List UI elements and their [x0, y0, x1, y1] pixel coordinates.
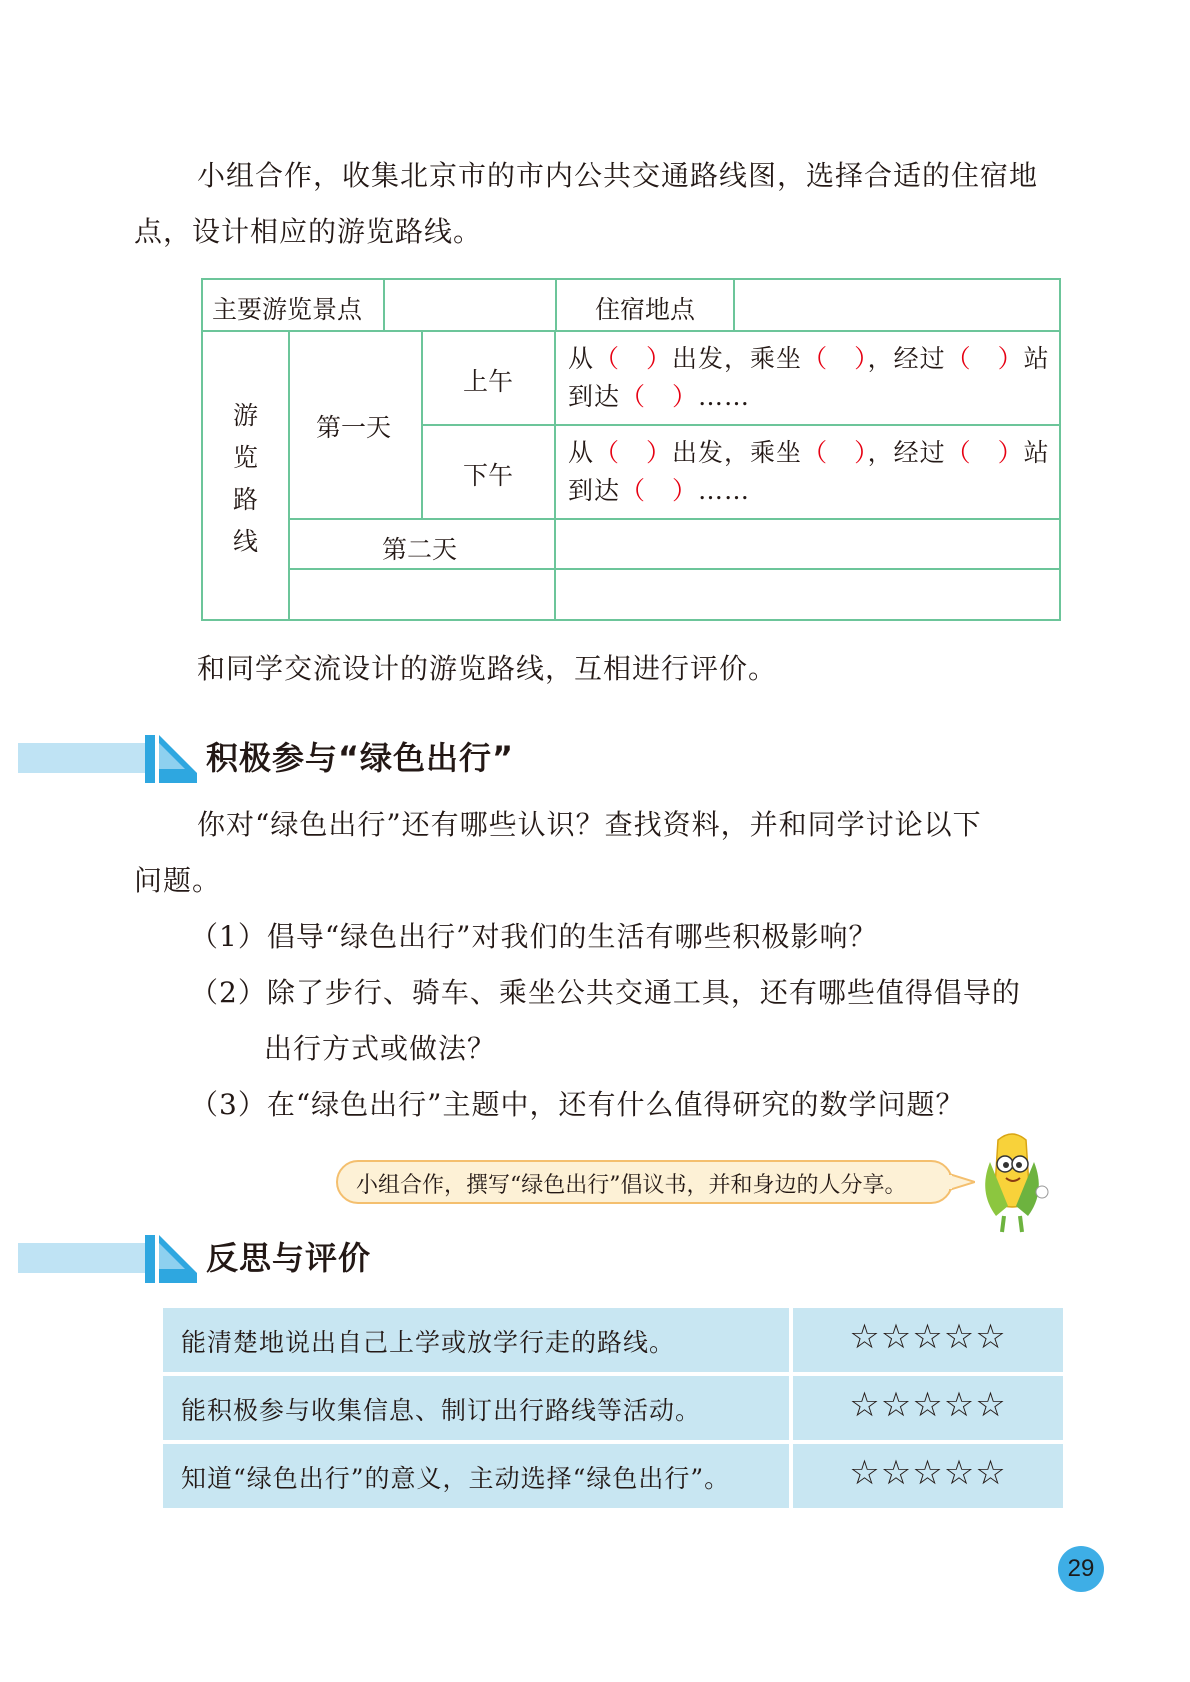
question-1 — [190, 909, 877, 965]
afternoon-cell — [423, 426, 556, 520]
eval-row — [163, 1308, 1063, 1372]
section-green-title: 积极参与“绿色出行” — [206, 739, 515, 777]
section-green-bar — [18, 743, 145, 773]
morning-cell — [423, 332, 556, 426]
eval-criterion-text: 能积极参与收集信息、制订出行路线等活动。 — [181, 1396, 702, 1425]
route-label-char-4: 线 — [233, 527, 259, 556]
day-one-label: 第一天 — [316, 413, 392, 442]
question-2-text: 除了步行、骑车、乘坐公共交通工具，还有哪些值得倡导的 — [266, 976, 1021, 1009]
eval-row — [163, 1376, 1063, 1440]
morning-label: 上午 — [463, 367, 514, 396]
section-arrow-icon — [145, 735, 197, 783]
section-reflect-title: 反思与评价 — [206, 1239, 372, 1277]
eval-rating-cell[interactable] — [793, 1376, 1063, 1440]
star-rating[interactable]: ☆☆☆☆☆ — [849, 1317, 1007, 1357]
main-spots-label: 主要游览景点 — [212, 295, 363, 324]
extra-day-cell[interactable] — [290, 570, 556, 619]
day-two-label: 第二天 — [382, 535, 458, 564]
speech-bubble-text: 小组合作，撰写“绿色出行”倡议书，并和身边的人分享。 — [356, 1173, 907, 1198]
section-arrow-icon — [145, 1235, 197, 1283]
eval-rating-cell[interactable] — [793, 1444, 1063, 1508]
question-3-number: （3） — [190, 1088, 267, 1121]
morning-fill-line-1: 从（ ）出发，乘坐（ ），经过（ ）站 — [568, 344, 1050, 373]
question-2 — [190, 965, 1021, 1021]
green-intro-line-1: 你对“绿色出行”还有哪些认识？查找资料，并和同学讨论以下 — [197, 808, 982, 841]
lodging-input[interactable] — [735, 280, 1059, 332]
speech-bubble — [336, 1160, 953, 1204]
main-spots-input[interactable] — [385, 280, 557, 332]
afternoon-fill-line-1: 从（ ）出发，乘坐（ ），经过（ ）站 — [568, 438, 1050, 467]
eval-row — [163, 1444, 1063, 1508]
main-spots-label-cell — [203, 280, 385, 332]
star-rating[interactable]: ☆☆☆☆☆ — [849, 1453, 1007, 1493]
question-2-number: （2） — [190, 976, 267, 1009]
route-label-cell — [203, 332, 290, 619]
day-two-route-fill[interactable] — [556, 520, 1059, 570]
day-one-cell — [290, 332, 423, 520]
question-3 — [190, 1077, 964, 1133]
question-1-number: （1） — [190, 920, 267, 953]
lodging-label: 住宿地点 — [595, 295, 696, 324]
route-label-char-2: 览 — [233, 443, 259, 472]
intro-line-2: 点，设计相应的游览路线。 — [134, 215, 483, 248]
page-number-badge: 29 — [1058, 1546, 1104, 1592]
extra-route-fill[interactable] — [556, 570, 1059, 619]
eval-criterion-cell — [163, 1308, 789, 1372]
eval-criterion-text: 知道“绿色出行”的意义，主动选择“绿色出行”。 — [181, 1464, 731, 1493]
eval-criterion-cell — [163, 1376, 789, 1440]
intro-line-1: 小组合作，收集北京市的市内公共交通路线图，选择合适的住宿地 — [197, 159, 1039, 192]
afternoon-label: 下午 — [463, 461, 514, 490]
day-two-cell — [290, 520, 556, 570]
question-1-text: 倡导“绿色出行”对我们的生活有哪些积极影响？ — [266, 920, 878, 953]
corn-mascot-icon — [968, 1132, 1056, 1236]
route-plan-table — [201, 278, 1061, 621]
star-rating[interactable]: ☆☆☆☆☆ — [849, 1385, 1007, 1425]
exchange-text: 和同学交流设计的游览路线，互相进行评价。 — [197, 652, 778, 685]
question-2-continued: 出行方式或做法？ — [264, 1032, 497, 1065]
green-intro-line-2: 问题。 — [134, 864, 222, 897]
section-reflect-bar — [18, 1243, 145, 1273]
route-label-char-3: 路 — [233, 485, 259, 514]
eval-criterion-cell — [163, 1444, 789, 1508]
eval-rating-cell[interactable] — [793, 1308, 1063, 1372]
eval-criterion-text: 能清楚地说出自己上学或放学行走的路线。 — [181, 1328, 676, 1357]
question-3-text: 在“绿色出行”主题中，还有什么值得研究的数学问题？ — [266, 1088, 965, 1121]
lodging-label-cell — [557, 280, 735, 332]
morning-route-fill[interactable] — [556, 332, 1059, 426]
route-label-char-1: 游 — [233, 401, 259, 430]
morning-fill-line-2: 到达（ ）…… — [568, 382, 751, 411]
afternoon-fill-line-2: 到达（ ）…… — [568, 476, 751, 505]
afternoon-route-fill[interactable] — [556, 426, 1059, 520]
